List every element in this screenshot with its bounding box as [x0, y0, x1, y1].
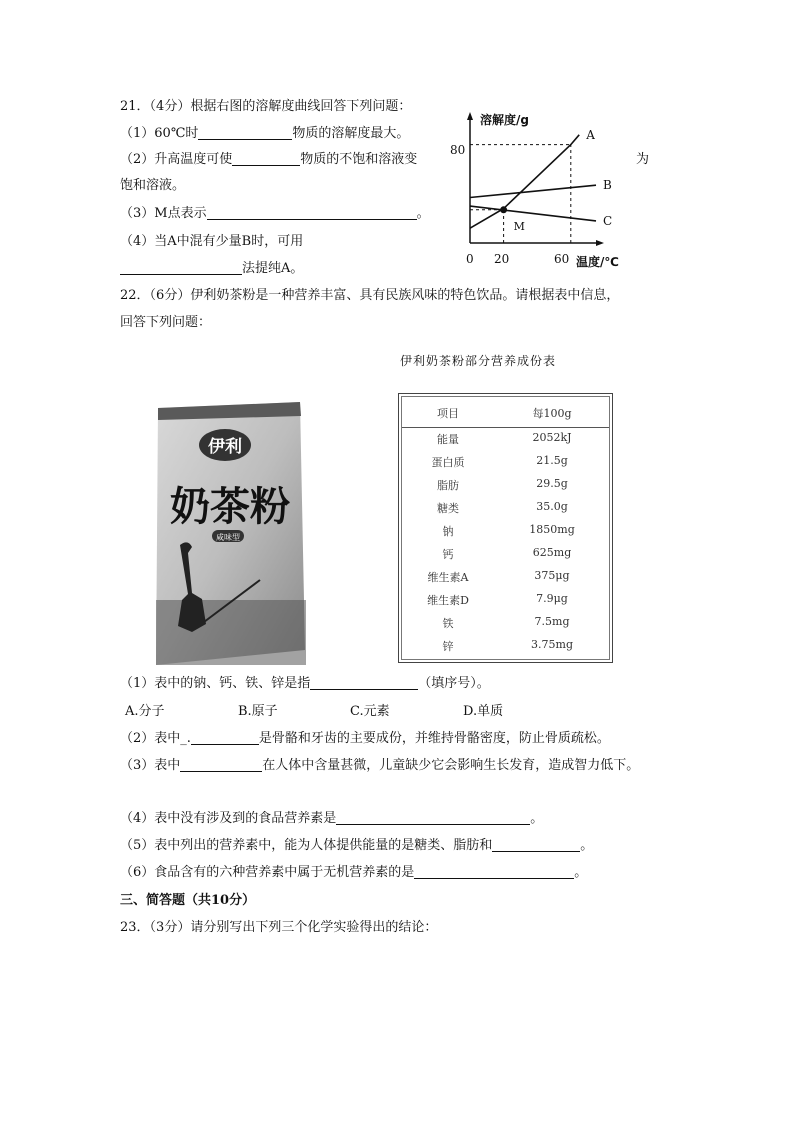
q21-blank3[interactable] [207, 205, 417, 220]
x-tick-0: 0 [466, 252, 474, 266]
point-label-M: M [513, 219, 525, 233]
q22-stem-line2: 回答下列问题： [120, 315, 212, 330]
table-row: 糖类 35.0g [437, 500, 568, 515]
table-row: 维生素A 375μg [427, 569, 570, 584]
q21-part4: （4）当A中混有少量B时，可用 [120, 234, 304, 249]
q22-part4: （4）表中没有涉及到的食品营养素是 。 [120, 811, 544, 826]
table-row: 能量 2052kJ [437, 431, 572, 446]
q22-option-c[interactable]: C.元素 [350, 704, 390, 719]
q22-part6: （6）食品含有的六种营养素中属于无机营养素的是 。 [120, 865, 588, 880]
section3-title: 三、简答题（共10分） [120, 893, 256, 908]
x-tick-20: 20 [494, 252, 510, 266]
q22-blank2[interactable] [191, 730, 259, 745]
q22-blank1[interactable] [310, 675, 418, 690]
q23-stem: 23．（3分）请分别写出下列三个化学实验得出的结论： [120, 920, 438, 935]
q22-blank5[interactable] [492, 837, 580, 852]
curve-B [470, 185, 596, 197]
q22-part2: （2）表中_. 是骨骼和牙齿的主要成份，并维持骨骼密度，防止骨质疏松。 [120, 731, 610, 746]
curve-A [470, 135, 579, 228]
q21-stem: 21．（4分）根据右图的溶解度曲线回答下列问题： [120, 99, 412, 114]
nutrition-table [398, 393, 613, 663]
q21-blank2[interactable] [232, 151, 300, 166]
q22-part1: （1）表中的钠、钙、铁、锌是指 （填序号）。 [120, 676, 490, 691]
y-axis-arrow [467, 112, 473, 120]
curve-label-C: C [603, 213, 613, 228]
milk-tea-package-image [150, 400, 310, 665]
q21-blank4[interactable] [120, 260, 242, 275]
x-axis-label: 温度/℃ [576, 255, 619, 269]
q21-blank1[interactable] [198, 125, 292, 140]
q22-blank3[interactable] [180, 757, 262, 772]
q21-part2-end: 为 [636, 152, 650, 167]
q21-part3: （3）M点表示 。 [120, 206, 430, 221]
y-tick-80: 80 [450, 143, 466, 157]
point-M [500, 206, 507, 213]
table-row: 钠 1850mg [442, 523, 575, 538]
table-row: 蛋白质 21.5g [431, 454, 568, 469]
brand-logo-text: 伊利 [208, 437, 242, 457]
q22-part3: （3）表中 在人体中含量甚微，儿童缺少它会影响生长发育，造成智力低下。 [120, 758, 640, 773]
y-axis-label: 溶解度/g [480, 113, 529, 127]
table-row: 钙 625mg [442, 546, 572, 561]
curve-label-B: B [603, 178, 612, 193]
x-axis-arrow [596, 240, 604, 246]
nutrition-table-inner [401, 396, 610, 660]
q21-part4-cont: 法提纯A。 [120, 260, 303, 278]
q21-part2: （2）升高温度可使 物质的不饱和溶液变 [120, 152, 418, 167]
product-sub-text: 咸味型 [216, 533, 240, 542]
solubility-chart [440, 108, 630, 273]
header-per100g: 每100g [532, 407, 572, 420]
curve-C [470, 206, 596, 221]
table-row: 脂肪 29.5g [437, 477, 568, 492]
q22-blank4[interactable] [336, 810, 530, 825]
q22-blank6[interactable] [414, 864, 574, 879]
package-shadow [156, 600, 306, 665]
q22-stem-line1: 22．（6分）伊利奶茶粉是一种营养丰富、具有民族风味的特色饮品。请根据表中信息， [120, 288, 620, 303]
table-row: 锌 3.75mg [442, 638, 573, 653]
header-item: 项目 [437, 407, 459, 420]
x-tick-60: 60 [554, 252, 570, 266]
q21-part1: （1）60℃时 物质的溶解度最大。 [120, 126, 410, 141]
q22-option-a[interactable]: A.分子 [125, 704, 165, 719]
nutrition-table-title: 伊利奶茶粉部分营养成份表 [400, 354, 557, 368]
table-row: 维生素D 7.9μg [427, 592, 568, 607]
q21-part2-cont: 饱和溶液。 [120, 178, 186, 193]
q22-option-b[interactable]: B.原子 [238, 704, 278, 719]
q22-option-d[interactable]: D.单质 [463, 704, 504, 719]
table-row: 铁 7.5mg [442, 615, 570, 630]
product-name: 奶茶粉 [170, 483, 290, 530]
nutrition-table-header [402, 397, 609, 428]
q22-part5: （5）表中列出的营养素中，能为人体提供能量的是糖类、脂肪和 。 [120, 838, 594, 853]
curve-label-A: A [586, 127, 595, 142]
